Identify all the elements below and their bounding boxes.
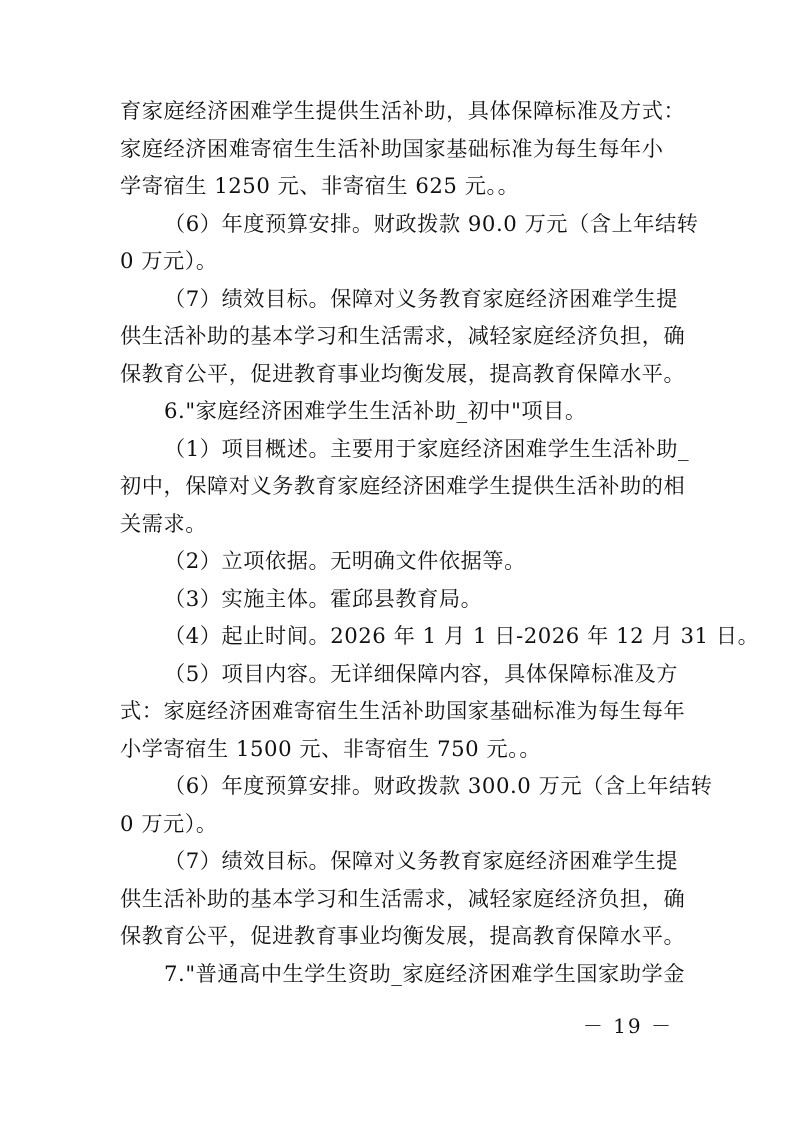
text-line: 保教育公平，促进教育事业均衡发展，提高教育保障水平。 — [120, 923, 686, 948]
text-line: 家庭经济困难寄宿生生活补助国家基础标准为每生每年小 — [120, 135, 664, 161]
text-line: 育家庭经济困难学生提供生活补助，具体保障标准及方式： — [120, 98, 686, 123]
text-line: （7）绩效目标。保障对义务教育家庭经济困难学生提 — [164, 285, 678, 311]
text-line: 关需求。 — [120, 510, 207, 536]
text-line: 式：家庭经济困难寄宿生生活补助国家基础标准为每生每年 — [120, 698, 686, 723]
text-line: （6）年度预算安排。财政拨款 90.0 万元（含上年结转 — [164, 210, 699, 236]
text-line: 保教育公平，促进教育事业均衡发展，提高教育保障水平。 — [120, 360, 686, 386]
document-body — [120, 92, 760, 992]
text-line: （5）项目内容。无详细保障内容，具体保障标准及方 — [164, 660, 678, 686]
text-line: 6."家庭经济困难学生生活补助_初中"项目。 — [164, 398, 587, 423]
text-line: 供生活补助的基本学习和生活需求，减轻家庭经济负担，确 — [120, 323, 686, 348]
page-number: － 19 － — [582, 1014, 673, 1038]
text-line: 7."普通高中生学生资助_家庭经济困难学生国家助学金 — [164, 960, 685, 986]
text-line: （1）项目概述。主要用于家庭经济困难学生生活补助_ — [164, 435, 690, 461]
text-line: （3）实施主体。霍邱县教育局。 — [164, 585, 483, 611]
text-line: 学寄宿生 1250 元、非寄宿生 625 元。。 — [120, 173, 520, 198]
text-line: 小学寄宿生 1500 元、非寄宿生 750 元。。 — [120, 735, 542, 761]
text-line: 初中，保障对义务教育家庭经济困难学生提供生活补助的相 — [120, 473, 686, 498]
text-line: （7）绩效目标。保障对义务教育家庭经济困难学生提 — [164, 848, 678, 873]
text-line: （6）年度预算安排。财政拨款 300.0 万元（含上年结转 — [164, 773, 713, 798]
text-line: 0 万元）。 — [120, 810, 218, 836]
text-line: 0 万元）。 — [120, 248, 218, 273]
text-line: （2）立项依据。无明确文件依据等。 — [164, 548, 526, 573]
text-line: 供生活补助的基本学习和生活需求，减轻家庭经济负担，确 — [120, 885, 686, 911]
text-line: （4）起止时间。2026 年 1 月 1 日-2026 年 12 月 31 日。 — [164, 623, 760, 648]
